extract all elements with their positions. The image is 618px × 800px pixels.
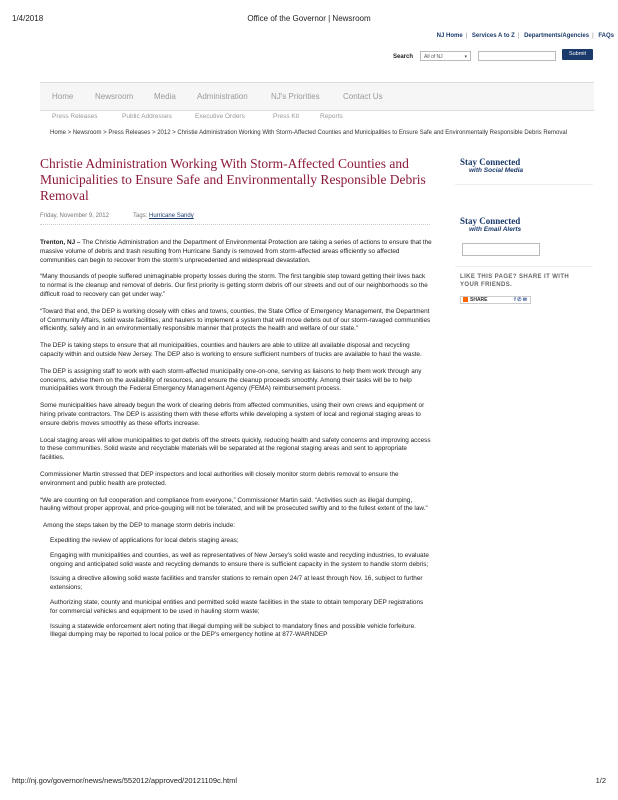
- subnav-press-kit[interactable]: Press Kit: [273, 113, 300, 120]
- subnav-press-releases[interactable]: Press Releases: [52, 113, 98, 120]
- primary-nav: [40, 82, 594, 111]
- nav-administration[interactable]: Administration: [197, 92, 248, 101]
- nav-home[interactable]: Home: [52, 92, 74, 101]
- social-media-box[interactable]: [460, 157, 590, 174]
- social-icons: f ✆ ✉: [514, 297, 527, 303]
- paragraph: The DEP is assigning staff to work with each storm-affected municipality one-on-one, serving as liaisons to help them work through any concerns, advise them on the availability of resources, and ensure the cleanup proceeds smoothly. Among their tasks will be to help municipalities work through the Federal Emergency Management Agency (FEMA) reimbursement process.: [40, 367, 422, 393]
- chevron-down-icon: ▾: [464, 54, 467, 60]
- paragraph: “Many thousands of people suffered unimaginable property losses during the storm. The first tangible step toward getting their lives back to normal is the cleanup and removal of debris. Our first priority is getting storm debris off our streets and out of our neighborhoods so the difficult road to recovery can get under way.”: [40, 273, 428, 298]
- breadcrumb: Home > Newsroom > Press Releases > 2012 > Christie Administration Working With Storm-Affected Counties and Municipalities to Ensure Safe and Environmentally Responsible Debris Removal: [50, 130, 568, 136]
- paragraph: Local staging areas will allow municipalities to get debris off the streets quickly, reducing health and safety concerns and improving access to these communities. Solid waste and recyclable materials will be separated at the regional staging areas and sent to appropriate facilities.: [40, 436, 431, 462]
- nav-media[interactable]: Media: [154, 92, 176, 101]
- top-links: NJ Home | Services A to Z | Departments/Agencies | FAQs: [436, 33, 614, 39]
- article-date: Friday, November 9, 2012: [40, 213, 109, 219]
- search-label: Search: [393, 54, 414, 60]
- search-submit-button[interactable]: Submit: [562, 49, 593, 60]
- divider: [40, 224, 430, 225]
- page-title: Christie Administration Working With Storm-Affected Counties and Municipalities to Ensure Safe and Environmentally Responsible Debris Removal: [40, 156, 426, 203]
- paragraph: “We are counting on full cooperation and compliance from everyone,” Commissioner Martin said. “Activities such as illegal dumping, hauling without proper approval, and price-gouging will not be tolerated, and will be prosecuted swiftly and to the fullest extent of the law.”: [40, 496, 428, 513]
- list-item: Engaging with municipalities and counties, as well as representatives of New Jersey’s solid waste and recycling industries, to evaluate ongoing and anticipated solid waste and recycling demands to ensure there is sufficient capacity in the system to handle storm debris;: [50, 551, 429, 568]
- social-title: Stay Connected: [460, 157, 521, 167]
- paragraph: Trenton, NJ – The Christie Administration and the Department of Environmental Protection are taking a series of actions to ensure that the massive volume of debris and trash resulting from Hurricane Sandy is removed from storm-affected areas efficiently so affected communities can begin to recover from the storm’s unprecedented and widespread devastation.: [40, 239, 432, 264]
- subnav-public-addresses[interactable]: Public Addresses: [122, 113, 172, 120]
- subnav-executive-orders[interactable]: Executive Orders: [195, 113, 245, 120]
- list-item: Expediting the review of applications for local debris staging areas;: [50, 536, 239, 544]
- list-item: Issuing a directive allowing solid waste facilities and transfer stations to remain open 24/7 at least through Nov. 16, subject to further extensions;: [50, 575, 423, 592]
- nav-priorities[interactable]: NJ's Priorities: [271, 92, 320, 101]
- search-input[interactable]: [478, 51, 556, 61]
- paragraph: Commissioner Martin stressed that DEP inspectors and local authorities will closely monitor storm debris removal to ensure the environment and public health are protected.: [40, 470, 399, 487]
- email-title: Stay Connected: [460, 216, 521, 226]
- steps-intro: Among the steps taken by the DEP to manage storm debris include:: [43, 522, 236, 530]
- services-link[interactable]: Services A to Z: [471, 33, 515, 39]
- secondary-nav: [40, 110, 594, 124]
- paragraph: The DEP is taking steps to ensure that all municipalities, counties and haulers are able to utilize all available disposal and recycling capacity within and outside New Jersey. The DEP also is working to ensure sufficient numbers of trucks are available to haul the waste.: [40, 342, 422, 358]
- share-button[interactable]: [460, 296, 531, 304]
- paragraph: “Toward that end, the DEP is working closely with cities and towns, counties, the State Office of Emergency Management, the Department of Community Affairs, solid waste facilities, and haulers to implement a system that will move debris out of our storm-ravaged communities efficiently, safely and in an environmentally responsible manner that protects the health and welfare of our state.”: [40, 307, 431, 333]
- list-item: Issuing a statewide enforcement alert noting that illegal dumping will be subject to mandatory fines and possible vehicle forfeiture. Illegal dumping may be reported to local police or the DEP’s emergency hotline at 877-WARNDEP: [50, 622, 416, 639]
- search-scope-select[interactable]: [420, 51, 471, 61]
- page-url: http://nj.gov/governor/news/news/552012/approved/20121109c.html: [12, 776, 238, 785]
- print-date: 1/4/2018: [12, 14, 44, 23]
- email-subtitle: with Email Alerts: [469, 226, 522, 233]
- sidebar-divider: [455, 266, 593, 267]
- tag-link[interactable]: Hurricane Sandy: [149, 213, 194, 219]
- email-input[interactable]: [462, 243, 540, 256]
- sidebar-divider: [455, 184, 593, 185]
- steps-list: [40, 537, 432, 640]
- social-subtitle: with Social Media: [469, 167, 524, 174]
- faqs-link[interactable]: FAQs: [598, 33, 614, 39]
- subnav-reports[interactable]: Reports: [320, 113, 343, 120]
- departments-link[interactable]: Departments/Agencies: [524, 33, 590, 39]
- share-icon: [463, 297, 468, 302]
- email-alerts-box[interactable]: [460, 216, 590, 233]
- tags-label: Tags:: [133, 213, 148, 219]
- nav-contact[interactable]: Contact Us: [343, 92, 383, 101]
- share-label: SHARE: [470, 297, 488, 303]
- list-item: Authorizing state, county and municipal entities and permitted solid waste facilities in the state to obtain temporary DEP registrations for commercial vehicles and equipment to be used in hauling storm waste;: [50, 598, 424, 615]
- print-title: Office of the Governor | Newsroom: [247, 14, 371, 23]
- paragraph: Some municipalities have already begun the work of clearing debris from affected communities, using their own crews and equipment or hiring private contractors. The DEP is assisting them with these efforts while developing a system of local and regional staging areas to ensure debris moves smoothly as these efforts increase.: [40, 402, 425, 427]
- page-number: 1/2: [595, 776, 606, 785]
- article-body: [40, 239, 432, 646]
- nj-home-link[interactable]: NJ Home: [436, 33, 463, 39]
- nav-newsroom[interactable]: Newsroom: [95, 92, 134, 101]
- article-meta: [40, 213, 194, 219]
- article-tags: [133, 213, 194, 219]
- search-scope-value: All of NJ: [424, 54, 443, 60]
- dateline: Trenton, NJ –: [40, 239, 81, 246]
- share-prompt: LIKE THIS PAGE? SHARE IT WITH YOUR FRIENDS.: [460, 274, 570, 288]
